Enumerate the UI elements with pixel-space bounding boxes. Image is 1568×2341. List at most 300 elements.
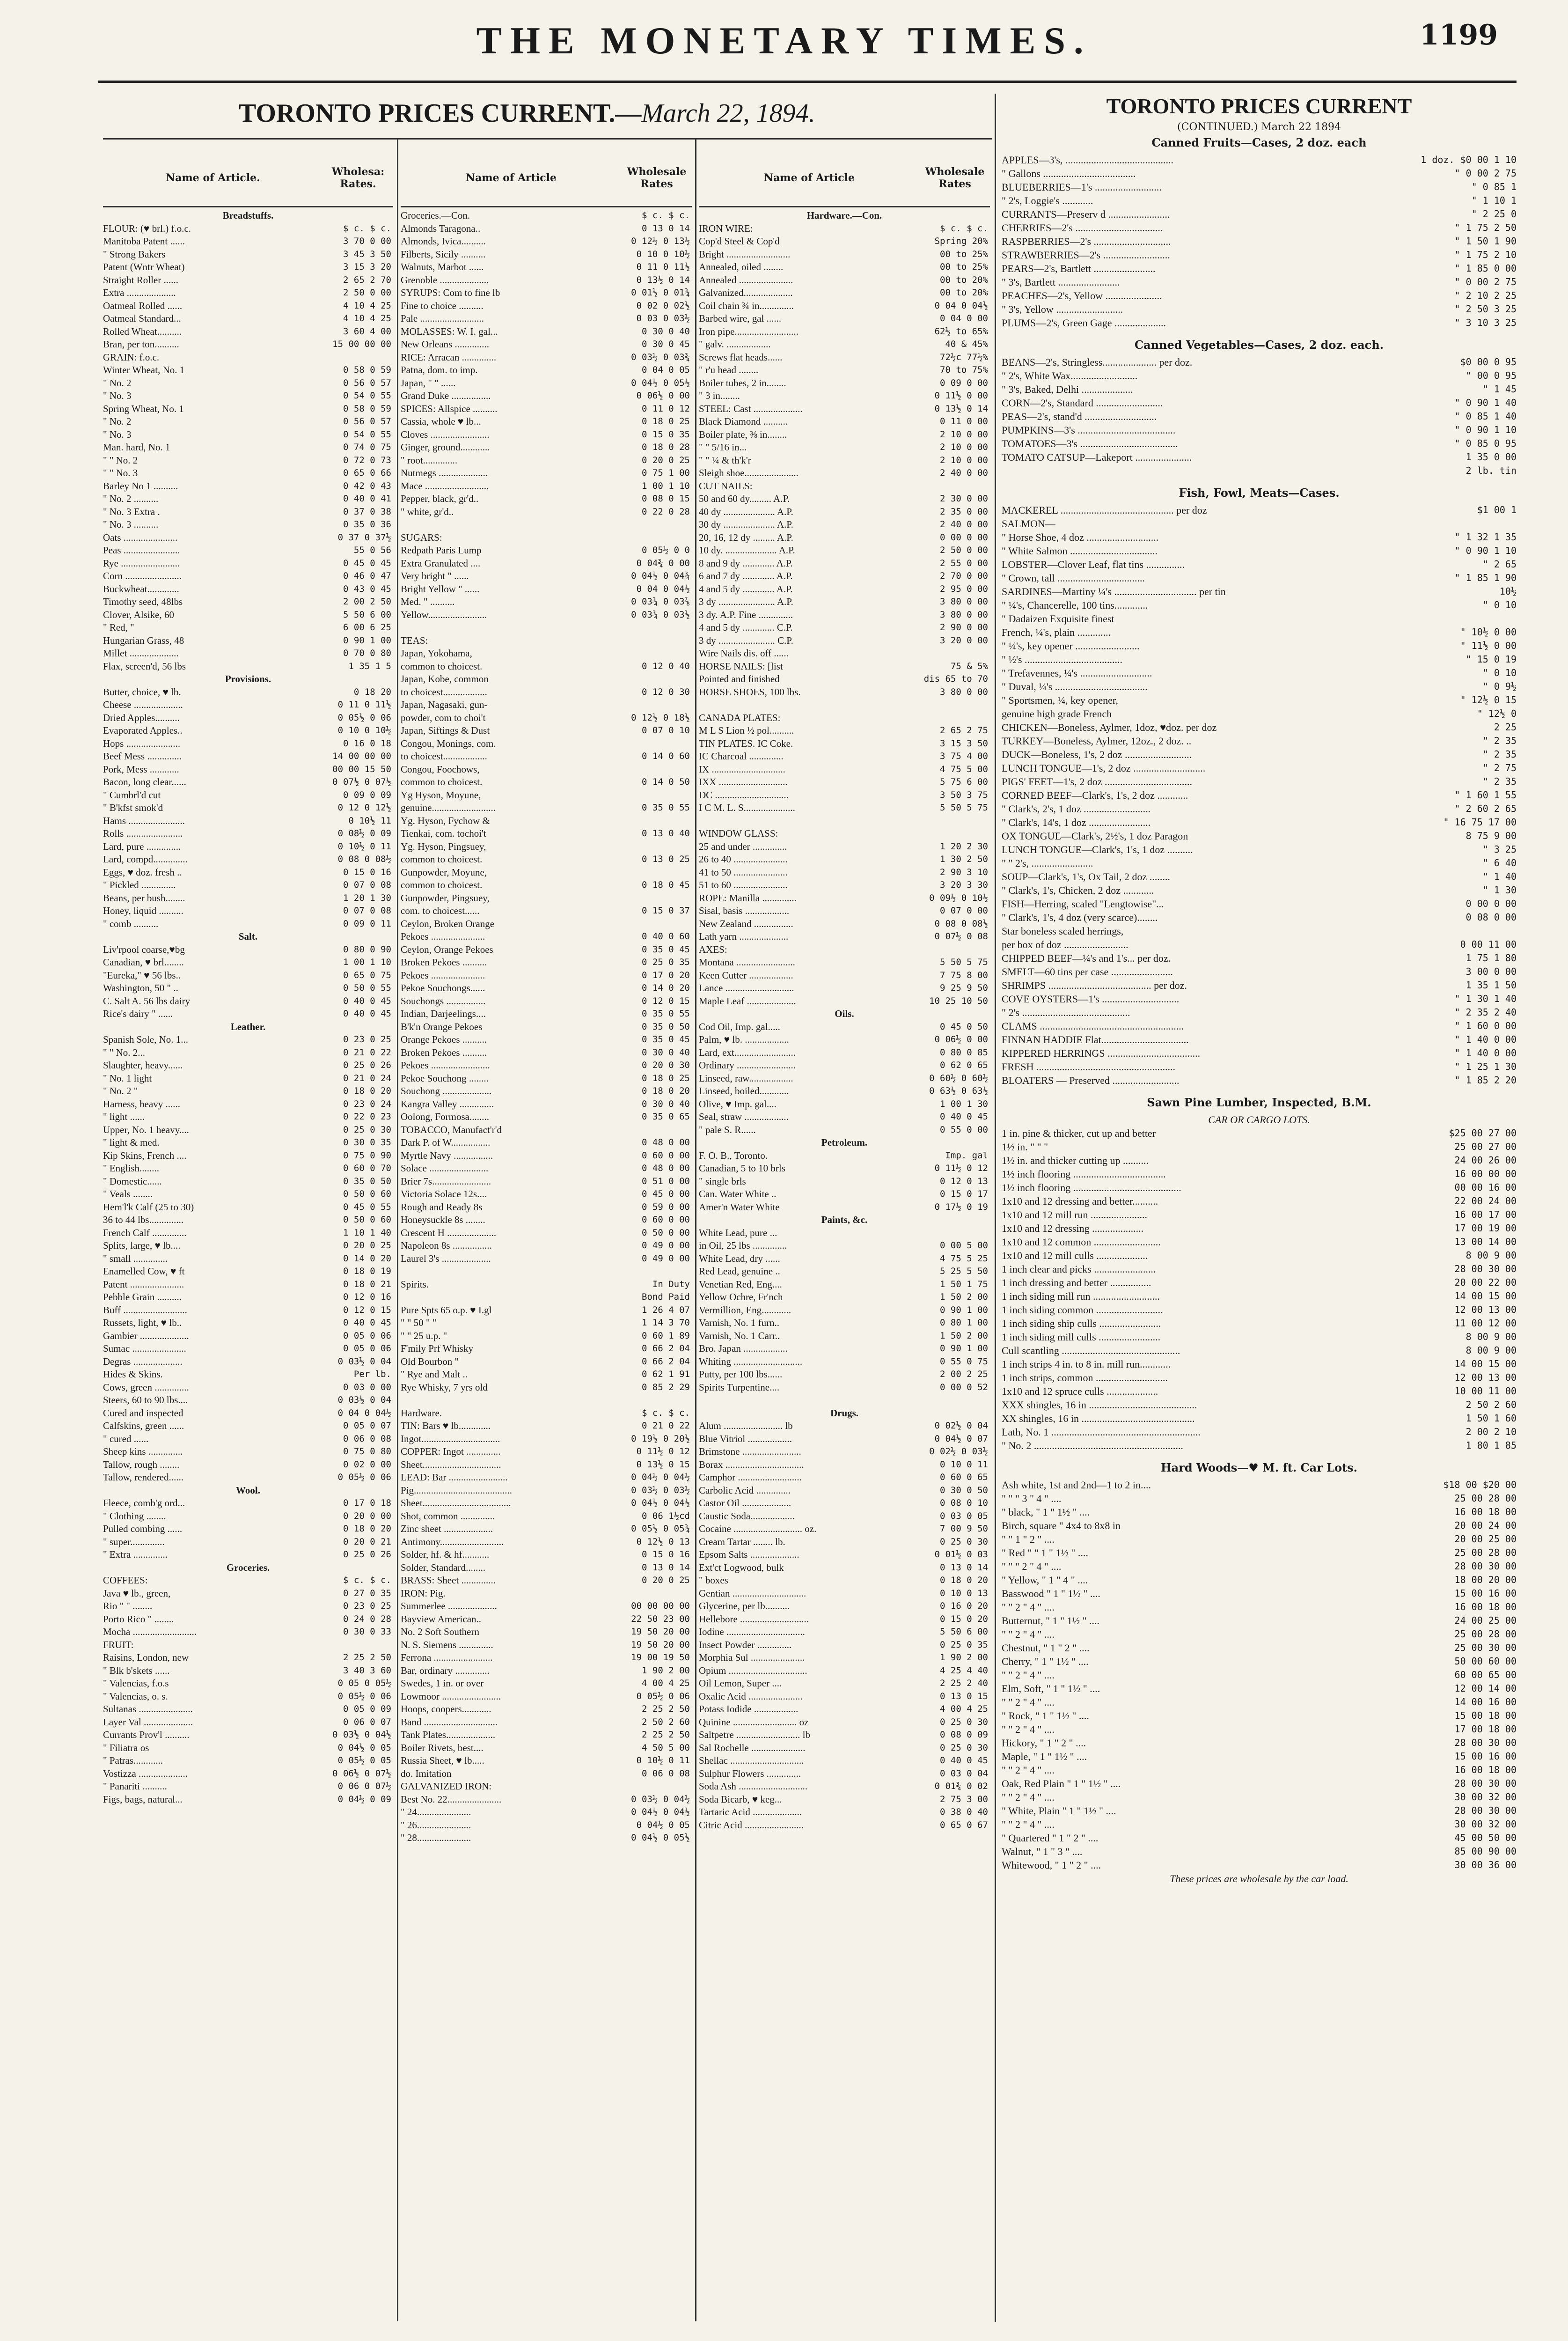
article-name: Napoleon 8s ................ (401, 1240, 492, 1251)
price-row (103, 1458, 393, 1472)
article-name (401, 1394, 620, 1407)
price-row (699, 609, 990, 622)
price-row (401, 1484, 692, 1497)
wholesale-rate: " 2 35 (1482, 735, 1517, 746)
price-row (1002, 396, 1517, 410)
price-row (401, 1033, 692, 1046)
price-row (103, 338, 393, 351)
price-row (699, 1587, 990, 1600)
column-header-name: Name of Article (763, 172, 855, 184)
wholesale-rate: 0 00 0 52 (940, 1382, 988, 1392)
wholesale-rate: dis 65 to 70 (923, 674, 988, 684)
article-name: 6 and 7 dy ............. A.P. (699, 570, 793, 582)
wholesale-rate: 0 06 0 08 (343, 1433, 391, 1444)
article-name: Spanish Sole, No. 1... (103, 1034, 189, 1045)
article-name: Millet .................... (103, 648, 179, 659)
article-name: Yellow Ochre, Fr'nch (699, 1291, 783, 1303)
price-row (1002, 1439, 1517, 1452)
price-row (401, 1793, 692, 1806)
price-row (1002, 1412, 1517, 1425)
article-name: 3 dy ....................... C.P. (699, 634, 793, 646)
wholesale-rate: 14 00 15 00 (1454, 1290, 1517, 1302)
wholesale-rate: 1 50 2 00 (940, 1292, 988, 1302)
wholesale-rate: " 2 50 3 25 (1454, 303, 1517, 315)
price-row (699, 1819, 990, 1832)
wholesale-rate: 0 42 0 43 (343, 480, 391, 491)
wholesale-rate: 0 18 0 25 (642, 1073, 690, 1083)
wholesale-rate: 1 35 1 5 (348, 661, 391, 671)
price-row (699, 390, 990, 403)
price-row (401, 1806, 692, 1819)
article-name: Lath, No. 1 .......................................................... (1002, 1426, 1201, 1438)
price-row (1002, 1723, 1517, 1736)
price-row (401, 982, 692, 995)
article-name: Quinine .......................... oz (699, 1716, 809, 1728)
wholesale-rate: " 0 00 2 75 (1454, 276, 1517, 287)
article-name: Old Bourbon " (401, 1355, 459, 1367)
column-header-name: Name of Article. (166, 172, 260, 184)
price-row (699, 1317, 990, 1330)
price-row (103, 1677, 393, 1690)
article-name: Dark P. of W................ (401, 1137, 491, 1148)
price-row (699, 1561, 990, 1575)
category-heading (699, 209, 990, 222)
price-row (401, 1059, 692, 1072)
article-name: LUNCH TONGUE—Clark's, 1's, 1 doz .......... (1002, 844, 1193, 855)
price-row (1002, 680, 1517, 693)
price-row (699, 1033, 990, 1046)
article-name: Pale .......................... (401, 313, 484, 324)
price-row (103, 1342, 393, 1355)
wholesale-rate: 75 & 5% (950, 661, 988, 671)
wholesale-rate: " 0 90 1 10 (1454, 545, 1517, 556)
wholesale-rate: 0 60 0 00 (642, 1150, 690, 1161)
wholesale-rate: " 3 25 (1482, 844, 1517, 855)
wholesale-rate: " 1 85 2 20 (1454, 1075, 1517, 1086)
article-name: OX TONGUE—Clark's, 2½'s, 1 doz Paragon (1002, 830, 1188, 842)
price-row (103, 1355, 393, 1369)
price-row (699, 1368, 990, 1381)
article-name: TOMATO CATSUP—Lakeport ...................... (1002, 451, 1192, 463)
wholesale-rate: 1 20 1 30 (343, 892, 391, 903)
wholesale-rate: 0 45 0 45 (343, 558, 391, 568)
article-name: Fine to choice .......... (401, 300, 484, 311)
price-row (103, 1291, 393, 1304)
price-row (401, 621, 692, 634)
price-row (401, 248, 692, 261)
wholesale-rate: 0 12 0 16 (343, 1292, 391, 1302)
wholesale-rate: 0 11 0 00 (940, 416, 988, 427)
article-name: TIN PLATES. IC Coke. (699, 737, 793, 749)
price-row (103, 802, 393, 815)
price-row (1002, 1627, 1517, 1641)
wholesale-rate: 0 40 0 45 (343, 995, 391, 1006)
wholesale-rate: 50 00 60 00 (1454, 1656, 1517, 1667)
price-column-3 (699, 150, 990, 1832)
category-heading: Canned Fruits—Cases, 2 doz. each (1151, 136, 1367, 149)
article-name: Band .............................. (401, 1716, 498, 1728)
article-name: Red Lead, genuine .. (699, 1266, 780, 1277)
price-row (1002, 1763, 1517, 1777)
wholesale-rate: 0 62 0 65 (940, 1060, 988, 1070)
price-row (401, 995, 692, 1008)
wholesale-rate: 0 90 1 00 (343, 635, 391, 646)
wholesale-rate: " 0 85 1 (1471, 181, 1517, 192)
wholesale-rate (620, 518, 692, 531)
price-row (1002, 180, 1517, 194)
wholesale-rate: 0 49 0 00 (642, 1253, 690, 1264)
price-row (699, 1021, 990, 1034)
wholesale-rate: 0 15 0 37 (642, 905, 690, 916)
wholesale-rate (620, 634, 692, 648)
price-row (401, 1600, 692, 1613)
price-row (103, 1227, 393, 1240)
price-row (699, 1355, 990, 1369)
article-name: " Crown, tall .................................. (1002, 572, 1145, 584)
price-row (401, 969, 692, 982)
price-row (699, 1574, 990, 1587)
price-row (699, 995, 990, 1008)
wholesale-rate: 0 02½ 0 04 (934, 1421, 988, 1431)
article-name: Broken Pekoes .......... (401, 1046, 487, 1058)
wholesale-rate: 15 00 16 00 (1454, 1588, 1517, 1599)
article-name: Hides & Skins. (103, 1369, 163, 1380)
article-name: genuine high grade French (1002, 708, 1112, 720)
wholesale-rate: " 2 10 2 25 (1454, 290, 1517, 301)
price-row (699, 531, 990, 545)
price-row (401, 1587, 692, 1600)
article-name: I C M. L. S..................... (699, 802, 795, 813)
article-name: 1 inch clear and picks ........................ (1002, 1263, 1156, 1275)
price-row (699, 1703, 990, 1716)
wholesale-rate: 4 75 5 25 (940, 1253, 988, 1264)
wholesale-rate: 0 08 0 10 (940, 1498, 988, 1508)
article-name: " Red, " (103, 622, 134, 633)
article-name: Timothy seed, 48lbs (103, 596, 183, 607)
article-name: Pekoe Souchongs...... (401, 982, 485, 994)
article-name: Lance ............................ (699, 982, 794, 994)
article-name: Walnuts, Marbot ...... (401, 261, 484, 272)
wholesale-rate: 0 12½ 0 18½ (631, 712, 690, 723)
article-name: Summerlee .................... (401, 1600, 497, 1612)
price-row (699, 1265, 990, 1278)
wholesale-rate: 0 65 0 67 (940, 1819, 988, 1830)
wholesale-rate: 0 35 0 45 (642, 1034, 690, 1045)
article-name: " 2's, White Wax.......................... (1002, 370, 1138, 382)
price-row (401, 699, 692, 712)
article-name: Yellow........................ (401, 609, 487, 620)
category-heading: Sawn Pine Lumber, Inspected, B.M. (1147, 1096, 1371, 1109)
article-name: M L S Lion ½ pol.......... (699, 725, 794, 736)
wholesale-rate: " 1 60 0 00 (1454, 1020, 1517, 1031)
price-row (103, 827, 393, 840)
article-name: TEAS: (401, 634, 428, 646)
article-name: 1x10 and 12 mill run ...................... (1002, 1209, 1148, 1221)
publication-title: THE MONETARY TIMES. (476, 19, 1092, 62)
price-row (401, 364, 692, 377)
wholesale-rate: 0 17½ 0 19 (934, 1201, 988, 1212)
price-row (1002, 558, 1517, 571)
wholesale-rate: 0 74 0 75 (343, 442, 391, 452)
wholesale-rate: 1 doz. $0 00 1 10 (1421, 154, 1517, 165)
wholesale-rate (918, 647, 990, 660)
article-name: Soda Bicarb, ♥ keg... (699, 1793, 782, 1805)
article-name: " Filiatra os (103, 1742, 149, 1753)
note-line (1002, 1872, 1517, 1885)
article-name: " Veals ........ (103, 1188, 153, 1200)
wholesale-rate: 2 35 0 00 (940, 506, 988, 517)
article-name: " single brls (699, 1175, 746, 1187)
price-row (103, 815, 393, 828)
price-row (699, 634, 990, 648)
article-name: " No. 1 light (103, 1072, 152, 1084)
wholesale-rate (620, 531, 692, 545)
article-name: 26 to 40 ...................... (699, 854, 788, 865)
price-row (401, 441, 692, 454)
price-row (401, 1175, 692, 1188)
article-name: F'mily Prf Whisky (401, 1343, 474, 1354)
wholesale-rate: 0 12½ 0 13 (636, 1536, 690, 1547)
price-row (699, 1471, 990, 1484)
wholesale-rate: " 12½ 0 15 (1460, 694, 1517, 706)
wholesale-rate: 0 56 0 57 (343, 416, 391, 427)
wholesale-rate: 0 18 0 21 (343, 1279, 391, 1289)
wholesale-rate: 0 20 0 25 (642, 455, 690, 465)
article-name: SALMON— (1002, 518, 1055, 530)
article-name: Bright Yellow " ...... (401, 583, 480, 595)
article-name: Groceries. (226, 1561, 270, 1573)
price-row (103, 1175, 393, 1188)
column-header-name: Name of Article (465, 172, 557, 184)
wholesale-rate: 4 50 5 00 (642, 1742, 690, 1753)
price-row (1002, 383, 1517, 396)
price-row (699, 840, 990, 854)
price-row (401, 1497, 692, 1510)
article-name: Gambier .................... (103, 1330, 189, 1341)
wholesale-rate: 2 40 0 00 (940, 519, 988, 530)
wholesale-rate: 0 60 0 00 (642, 1215, 690, 1225)
price-row (1002, 1249, 1517, 1262)
wholesale-rate: " 2 60 2 65 (1454, 803, 1517, 814)
price-row (401, 1729, 692, 1742)
wholesale-rate: 0 05½ 0 0 (642, 545, 690, 555)
wholesale-rate: 0 14 0 20 (642, 983, 690, 993)
price-row (1002, 302, 1517, 316)
article-name: Antimony.......................... (401, 1536, 504, 1547)
wholesale-rate: 7 00 9 50 (940, 1524, 988, 1534)
price-row (401, 789, 692, 802)
article-name: Sheet.................................... (401, 1497, 511, 1509)
article-name: " " " 3 " 4 " .... (1002, 1493, 1062, 1504)
wholesale-rate: 0 04¾ 0 00 (636, 558, 690, 568)
wholesale-rate: 0 03½ 0 03½ (631, 1485, 690, 1495)
article-name: New Orleans .............. (401, 339, 489, 350)
price-row (1002, 1560, 1517, 1573)
article-name: Java ♥ lb., green, (103, 1587, 171, 1599)
article-name: Cloves ........................ (401, 428, 490, 440)
wholesale-rate: 0 40 0 45 (343, 1318, 391, 1328)
price-row (103, 724, 393, 737)
article-name: " black, " 1 " 1½ " .... (1002, 1506, 1090, 1518)
price-row (401, 1819, 692, 1832)
price-row (103, 1059, 393, 1072)
article-name: Almonds, Ivica.......... (401, 236, 486, 247)
wholesale-rate: 0 13 0 25 (642, 854, 690, 864)
wholesale-rate: 0 04½ 0 04¾ (631, 571, 690, 581)
price-row (1002, 1858, 1517, 1872)
article-name: Bayview American.. (401, 1613, 482, 1625)
wholesale-rate: 0 30 0 40 (642, 1098, 690, 1109)
article-name: COPPER: Ingot .............. (401, 1446, 501, 1457)
wholesale-rate: 0 05½ 0 05 (337, 1755, 391, 1766)
article-name: AXES: (699, 943, 727, 955)
wholesale-rate: 2 10 0 00 (940, 455, 988, 465)
article-name: Steers, 60 to 90 lbs.... (103, 1394, 188, 1406)
article-name: " white, gr'd.. (401, 506, 454, 517)
wholesale-rate: 0 58 0 59 (343, 365, 391, 375)
wholesale-rate: 15 00 18 00 (1454, 1710, 1517, 1721)
column-divider (397, 140, 398, 2321)
price-row (699, 1394, 990, 1407)
article-name: Souchongs ................ (401, 995, 486, 1007)
wholesale-rate: 20 00 24 00 (1454, 1520, 1517, 1531)
price-row (699, 763, 990, 776)
article-name: Tank Plates.................... (401, 1729, 496, 1740)
wholesale-rate: 0 06½ 0 00 (934, 1034, 988, 1045)
wholesale-rate: $18 00 $20 00 (1443, 1479, 1517, 1490)
wholesale-rate: " 1 25 1 30 (1454, 1061, 1517, 1072)
wholesale-rate: 0 18 0 20 (343, 1524, 391, 1534)
wholesale-rate: 2 90 0 00 (940, 622, 988, 633)
wholesale-rate: 0 65 0 75 (343, 970, 391, 980)
article-name: Galvanized.................... (699, 287, 793, 298)
article-name: " " 2's, ........................ (1002, 857, 1093, 869)
price-row (1002, 1831, 1517, 1845)
wholesale-rate: 0 00 0 00 (940, 532, 988, 543)
wholesale-rate: 0 23 0 24 (343, 1098, 391, 1109)
price-row (699, 1523, 990, 1536)
wholesale-rate: " 2 25 0 (1471, 208, 1517, 220)
article-name: White Lead, pure ... (699, 1227, 777, 1238)
wholesale-rate: 12 00 13 00 (1454, 1372, 1517, 1383)
price-row (401, 712, 692, 725)
price-row (1002, 1126, 1517, 1140)
wholesale-rate: 0 03 0 00 (343, 1382, 391, 1392)
wholesale-rate: 30 00 36 00 (1454, 1859, 1517, 1870)
article-name: " Panariti .......... (103, 1781, 167, 1792)
wholesale-rate: 3 15 3 20 (343, 262, 391, 272)
wholesale-rate: 0 15 0 16 (343, 867, 391, 877)
article-name: Pepper, black, gr'd.. (401, 493, 479, 504)
category-heading (699, 1214, 990, 1227)
price-row (1002, 653, 1517, 666)
price-row (103, 274, 393, 287)
wholesale-rate: 1 50 1 60 (1465, 1413, 1517, 1424)
column-header (401, 150, 692, 207)
article-name: Oak, Red Plain " 1 " 1½ " .... (1002, 1778, 1121, 1789)
article-name: SHRIMPS ........................................ per doz. (1002, 979, 1187, 991)
wholesale-rate: 0 09 0 00 (940, 377, 988, 388)
price-row (103, 377, 393, 390)
wholesale-rate: 0 00 5 00 (940, 1240, 988, 1251)
wholesale-rate: 2 50 2 60 (1465, 1399, 1517, 1410)
price-row (699, 1780, 990, 1793)
price-row (1002, 897, 1517, 911)
price-row (1002, 544, 1517, 558)
article-name: " 28...................... (401, 1832, 471, 1843)
price-row (699, 1046, 990, 1060)
wholesale-rate: " 0 00 2 75 (1454, 168, 1517, 179)
wholesale-rate: 0 10 0 11 (940, 1459, 988, 1470)
price-row (699, 506, 990, 519)
price-row (401, 647, 692, 660)
price-row (699, 415, 990, 428)
price-row (699, 1291, 990, 1304)
article-name: 1 inch strips, common ............................ (1002, 1372, 1168, 1384)
price-row (699, 403, 990, 416)
wholesale-rate: 0 62 1 91 (642, 1369, 690, 1379)
wholesale-rate: 0 45 0 00 (642, 1189, 690, 1199)
price-row (699, 1548, 990, 1561)
price-row (401, 480, 692, 493)
price-row (103, 1317, 393, 1330)
price-row (103, 506, 393, 519)
article-name: " No. 3 (103, 390, 132, 401)
price-row (103, 351, 393, 364)
price-row (1002, 1222, 1517, 1235)
price-row (401, 1536, 692, 1549)
wholesale-rate: 0 10½ 0 11 (636, 1755, 690, 1766)
price-row (401, 390, 692, 403)
article-name: Tallow, rendered...... (103, 1472, 184, 1483)
article-name: Gunpowder, Moyune, (401, 866, 487, 878)
price-row (699, 493, 990, 506)
article-name: " Sportsmen, ¼, key opener, (1002, 694, 1118, 706)
price-row (103, 1136, 393, 1149)
price-row (103, 1754, 393, 1767)
article-name: Degras .................... (103, 1355, 183, 1367)
price-row (699, 724, 990, 737)
price-row (1002, 275, 1517, 289)
price-row (401, 1458, 692, 1472)
article-name: Pekoes ........................ (401, 1060, 490, 1071)
wholesale-rate: 0 09 0 11 (343, 918, 391, 929)
wholesale-rate: 10 00 11 00 (1454, 1385, 1517, 1397)
price-row (1002, 1790, 1517, 1804)
article-name: Varnish, No. 1 furn.. (699, 1317, 780, 1328)
wholesale-rate: 0 20 0 00 (343, 1510, 391, 1521)
article-name: Carbolic Acid .............. (699, 1484, 791, 1496)
article-name: TURKEY—Boneless, Aylmer, 12oz., 2 doz. .. (1002, 735, 1192, 747)
wholesale-rate: 28 00 30 00 (1454, 1263, 1517, 1274)
article-name: Pointed and finished (699, 673, 780, 685)
article-name: " Strong Bakers (103, 248, 166, 260)
article-name: PEAS—2's, stand'd ............................ (1002, 411, 1157, 422)
wholesale-rate: 72½c 77½% (940, 352, 988, 362)
price-row (1002, 517, 1517, 530)
article-name: 41 to 50 ...................... (699, 866, 788, 878)
price-row (103, 943, 393, 957)
wholesale-rate: Per lb. (353, 1369, 391, 1379)
article-name: No. 2 Soft Southern (401, 1626, 479, 1637)
article-name: Cop'd Steel & Cop'd (699, 236, 780, 247)
article-name: BLOATERS — Preserved .......................... (1002, 1075, 1180, 1086)
price-row (103, 1124, 393, 1137)
article-name: French Calf .............. (103, 1227, 187, 1238)
article-name: " 3's, Baked, Delhi .................... (1002, 383, 1133, 395)
price-row (401, 763, 692, 776)
article-name: Shot, common .............. (401, 1510, 495, 1522)
